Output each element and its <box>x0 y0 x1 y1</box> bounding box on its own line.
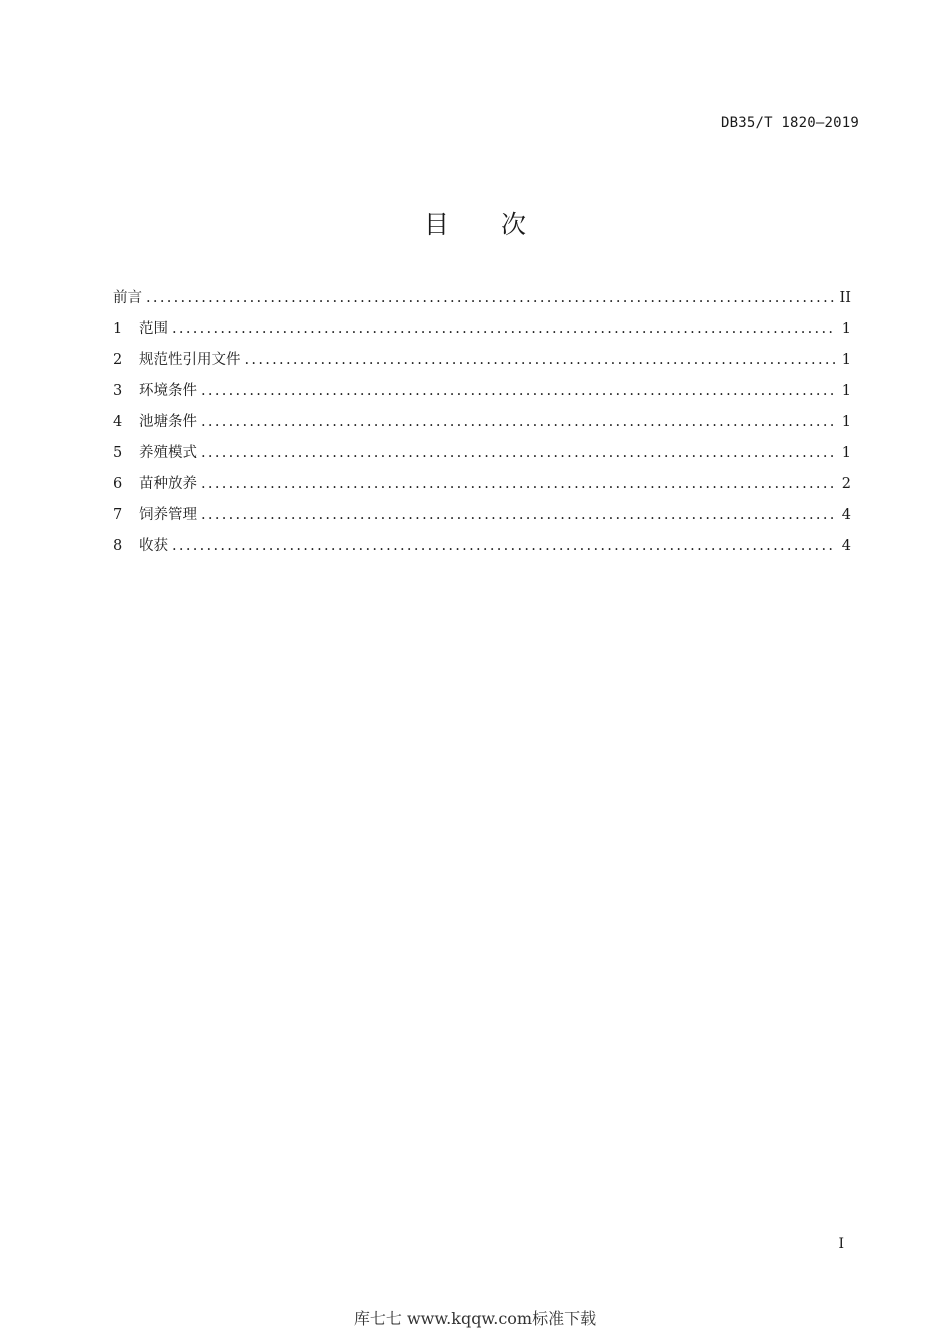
toc-leader-dots <box>201 476 835 492</box>
toc-leader-dots <box>245 352 836 368</box>
toc-entry-number: 2 <box>113 352 123 368</box>
toc-entry-number: 6 <box>113 476 123 492</box>
toc-entry-page: 4 <box>841 538 851 554</box>
toc-entry-number: 5 <box>113 445 123 461</box>
toc-entry-page: 2 <box>841 476 851 492</box>
toc-entry-label: 养殖模式 <box>139 445 197 461</box>
page-number: I <box>838 1236 844 1252</box>
toc-entry-7[interactable] <box>113 503 851 534</box>
toc-entry-label: 苗种放养 <box>139 476 197 492</box>
toc-entry-page: 1 <box>841 445 851 461</box>
toc-title-part1: 目 <box>423 210 449 239</box>
toc-leader-dots <box>172 538 835 554</box>
toc-entry-number: 7 <box>113 507 123 523</box>
toc-entry-4[interactable] <box>113 410 851 441</box>
toc-title-part2: 次 <box>501 210 527 239</box>
toc-entry-page: 1 <box>841 414 851 430</box>
toc-leader-dots <box>201 383 835 399</box>
toc-entry-foreword[interactable] <box>113 286 851 317</box>
toc-entry-page: 4 <box>841 507 851 523</box>
toc-leader-dots <box>172 321 835 337</box>
toc-entry-6[interactable] <box>113 472 851 503</box>
toc-entry-label: 收获 <box>139 538 168 554</box>
toc-leader-dots <box>201 414 835 430</box>
toc-title <box>0 205 950 241</box>
toc-entry-label: 饲养管理 <box>139 507 197 523</box>
toc-entry-number: 8 <box>113 538 123 554</box>
toc-entry-page: 1 <box>841 321 851 337</box>
toc-entry-number: 4 <box>113 414 123 430</box>
footer-watermark: 库七七 www.kqqw.com标准下载 <box>353 1309 597 1328</box>
toc-leader-dots <box>201 445 835 461</box>
toc-entry-page: II <box>839 290 851 306</box>
toc-leader-dots <box>146 290 834 306</box>
standard-code: DB35/T 1820—2019 <box>720 115 859 131</box>
toc-entry-1[interactable] <box>113 317 851 348</box>
toc-entry-label: 环境条件 <box>139 383 197 399</box>
toc-entry-3[interactable] <box>113 379 851 410</box>
toc-entry-page: 1 <box>841 352 851 368</box>
toc-entry-2[interactable] <box>113 348 851 379</box>
toc-entry-5[interactable] <box>113 441 851 472</box>
toc-list <box>113 286 851 565</box>
toc-entry-label: 范围 <box>139 321 168 337</box>
toc-entry-label: 规范性引用文件 <box>139 352 241 368</box>
toc-entry-label: 池塘条件 <box>139 414 197 430</box>
toc-entry-number: 3 <box>113 383 123 399</box>
toc-entry-number: 1 <box>113 321 123 337</box>
toc-leader-dots <box>201 507 835 523</box>
toc-entry-8[interactable] <box>113 534 851 565</box>
toc-entry-label: 前言 <box>113 290 142 306</box>
toc-entry-page: 1 <box>841 383 851 399</box>
